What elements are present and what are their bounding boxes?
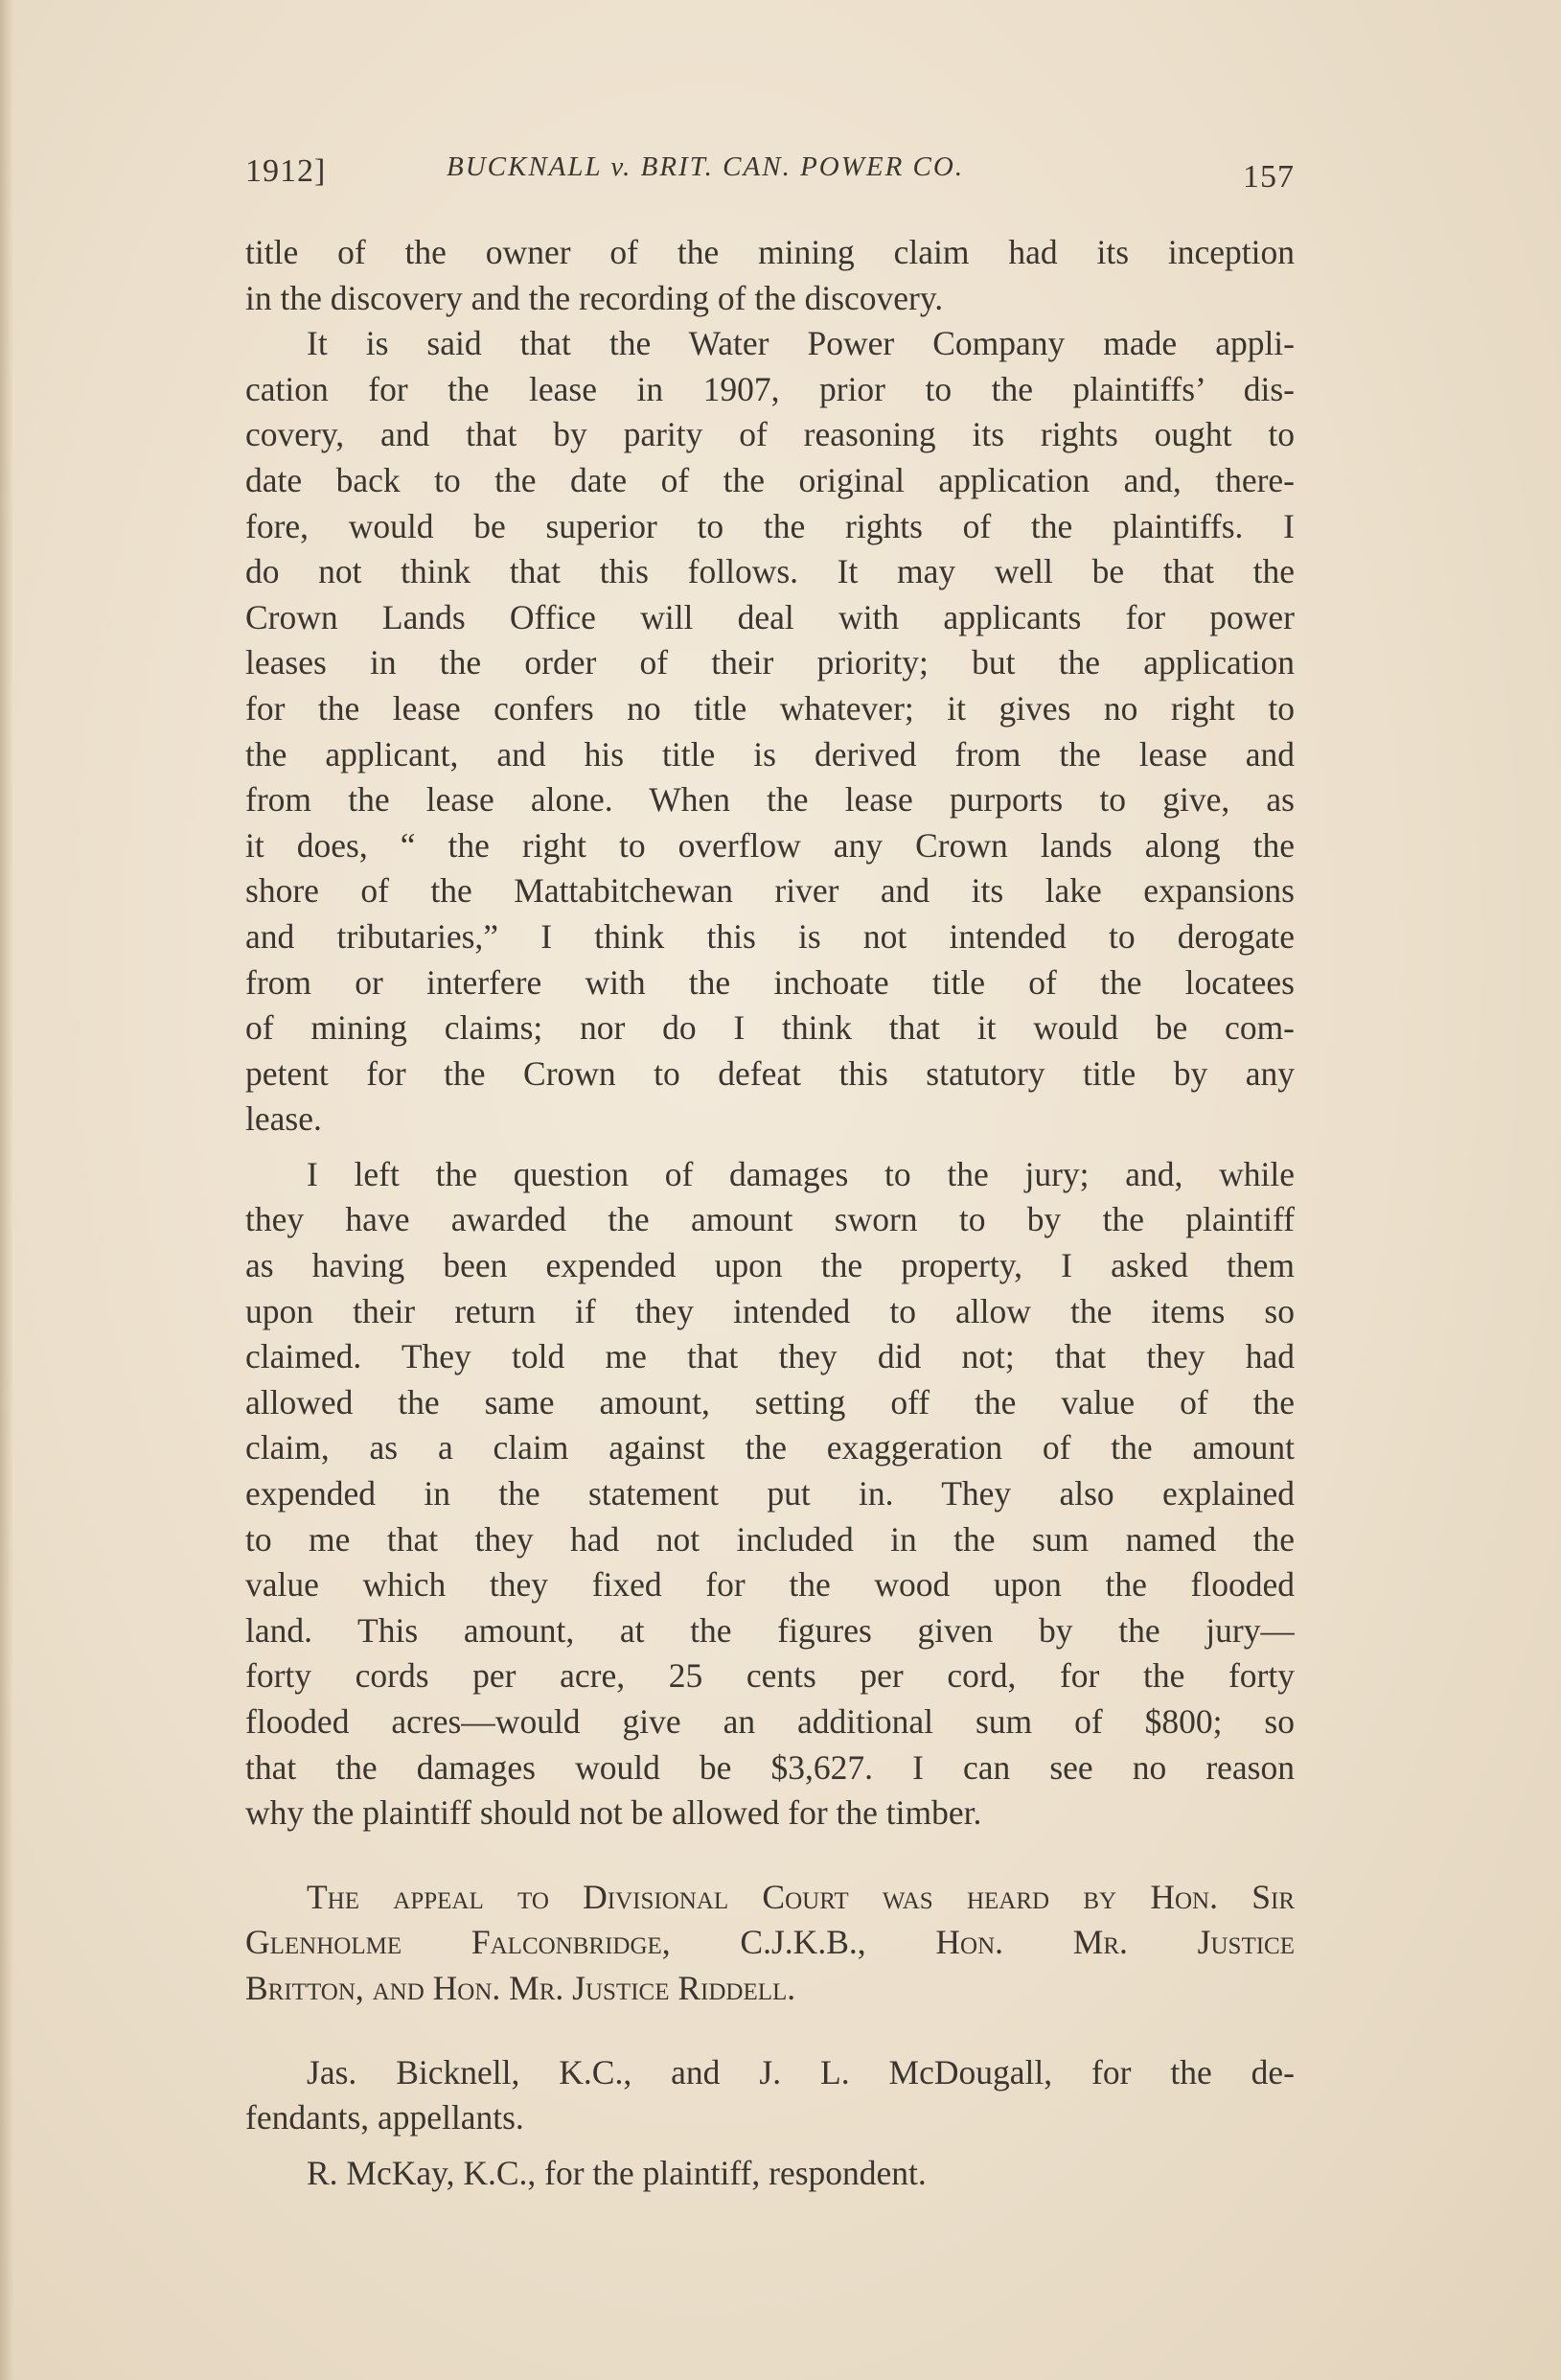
paragraph-counsel-appellants — [245, 2050, 1295, 2141]
text-line: leases in the order of their priority; but the application — [245, 643, 1295, 682]
header-case-title: BUCKNALL v. BRIT. CAN. POWER CO. — [447, 151, 965, 182]
paragraph-damages — [245, 1152, 1295, 1837]
text-line: The appeal to Divisional Court was heard by Hon. Sir — [307, 1877, 1295, 1916]
text-line: upon their return if they intended to allow the items so — [245, 1291, 1295, 1330]
section-spacer — [245, 1837, 1295, 1875]
text-line: the applicant, and his title is derived from the lease and — [245, 734, 1295, 774]
text-line: land. This amount, at the figures given by the jury— — [245, 1610, 1295, 1650]
text-line: fore, would be superior to the rights of the plaintiffs. I — [245, 506, 1295, 545]
text-line: It is said that the Water Power Company made appli- — [307, 324, 1295, 363]
text-line: Jas. Bicknell, K.C., and J. L. McDougall, for the de- — [307, 2052, 1295, 2091]
text-line: covery, and that by parity of reasoning its rights ought to — [245, 415, 1295, 454]
text-line: value which they fixed for the wood upon the flooded — [245, 1565, 1295, 1605]
text-line: Glenholme Falconbridge, C.J.K.B., Hon. Mr. Justice — [245, 1923, 1295, 1962]
header-year: 1912] — [245, 153, 327, 189]
text-line: from the lease alone. When the lease purports to give, as — [245, 780, 1295, 820]
paragraph-appeal-court — [245, 1875, 1295, 2012]
text-line: R. McKay, K.C., for the plaintiff, respondent. — [307, 2153, 927, 2192]
text-line: it does, “ the right to overflow any Crown lands along the — [245, 825, 1295, 865]
text-line: fendants, appellants. — [245, 2098, 524, 2137]
text-line: that the damages would be $3,627. I can see no reason — [245, 1747, 1295, 1787]
text-line: for the lease confers no title whatever; it gives no right to — [245, 688, 1295, 728]
text-line: in the discovery and the recording of the discovery. — [245, 278, 944, 317]
page-number: 157 — [1243, 159, 1295, 195]
text-line: claim, as a claim against the exaggeration of the amount — [245, 1428, 1295, 1467]
paragraph-counsel-respondent — [245, 2151, 1295, 2197]
text-line: title of the owner of the mining claim had its inception — [245, 233, 1295, 271]
text-line: as having been expended upon the property, I asked them — [245, 1246, 1295, 1285]
text-line: they have awarded the amount sworn to by the plaintiff — [245, 1200, 1295, 1239]
paragraph-spacer — [245, 1143, 1295, 1152]
paragraph-lease-application — [245, 321, 1295, 1143]
running-head — [245, 144, 1295, 201]
text-line: from or interfere with the inchoate title of the locatees — [245, 962, 1295, 1002]
text-line: shore of the Mattabitchewan river and its lake expansions — [245, 871, 1295, 911]
text-line: do not think that this follows. It may well be that the — [245, 552, 1295, 591]
text-line: flooded acres—would give an additional sum of $800; so — [245, 1702, 1295, 1741]
paragraph-continuation — [245, 230, 1295, 321]
text-line: date back to the date of the original application and, there- — [245, 460, 1295, 499]
text-line: to me that they had not included in the sum named the — [245, 1519, 1295, 1559]
text-line: cation for the lease in 1907, prior to the plaintiffs’ dis- — [245, 369, 1295, 408]
text-line: allowed the same amount, setting off the value of the — [245, 1382, 1295, 1421]
text-line: why the plaintiff should not be allowed for the timber. — [245, 1793, 982, 1833]
text-line: of mining claims; nor do I think that it would be com- — [245, 1008, 1295, 1048]
text-line: claimed. They told me that they did not; that they had — [245, 1337, 1295, 1376]
section-spacer — [245, 2012, 1295, 2050]
text-line: lease. — [245, 1099, 322, 1139]
text-line: forty cords per acre, 25 cents per cord, for the forty — [245, 1656, 1295, 1696]
text-line: Britton, and Hon. Mr. Justice Riddell. — [245, 1968, 796, 2007]
text-line: Crown Lands Office will deal with applicants for power — [245, 597, 1295, 636]
page-edge-shadow — [0, 0, 13, 2380]
paragraph-spacer — [245, 2141, 1295, 2151]
text-line: I left the question of damages to the jury; and, while — [307, 1154, 1295, 1193]
text-line: expended in the statement put in. They also explained — [245, 1474, 1295, 1513]
text-line: petent for the Crown to defeat this statutory title by any — [245, 1053, 1295, 1093]
text-line: and tributaries,” I think this is not intended to derogate — [245, 916, 1295, 956]
body-text — [245, 230, 1295, 2196]
